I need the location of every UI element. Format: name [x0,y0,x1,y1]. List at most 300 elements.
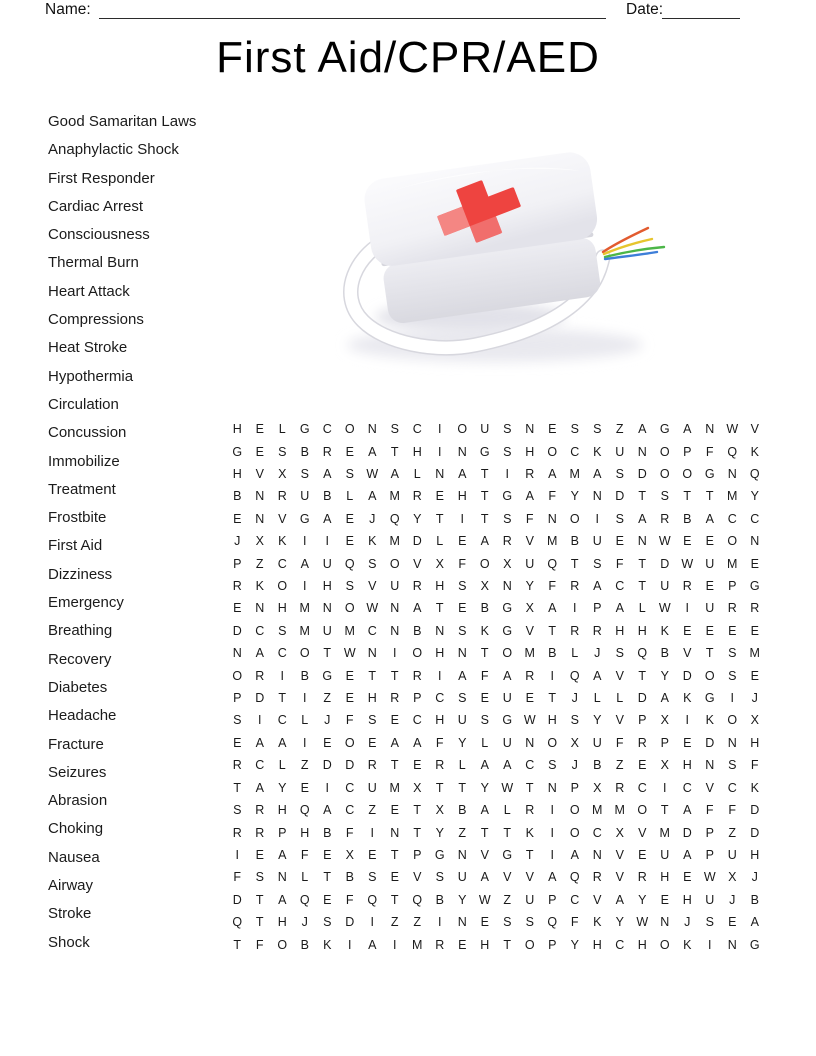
grid-cell: Q [547,915,558,930]
grid-cell: M [299,623,310,638]
grid-cell: N [435,623,445,638]
grid-cell: P [278,825,287,840]
grid-cell: I [393,937,397,952]
grid-cell: G [502,847,513,862]
grid-cell: E [750,623,759,638]
grid-cell: H [322,579,332,594]
grid-cell: T [435,511,444,526]
grid-cell: T [255,892,264,907]
grid-cell: E [705,579,714,594]
grid-cell: E [728,915,737,930]
grid-cell: C [615,937,625,952]
grid-cell: F [345,713,354,728]
grid-cell: V [705,780,714,795]
grid-cell: I [303,691,307,706]
grid-cell: H [682,758,692,773]
grid-cell: A [390,467,399,482]
grid-cell: S [278,623,287,638]
grid-cell: X [593,780,602,795]
grid-cell: A [480,870,489,885]
grid-cell: C [412,713,422,728]
grid-cell: Q [569,668,580,683]
grid-cell: Y [570,937,579,952]
grid-cell: G [299,422,310,437]
grid-cell: V [480,847,489,862]
grid-cell: I [438,668,442,683]
grid-cell: B [750,892,759,907]
grid-cell: G [322,668,333,683]
grid-cell: G [434,847,445,862]
grid-cell: B [660,646,669,661]
grid-cell: R [525,467,535,482]
grid-cell: F [458,556,467,571]
grid-cell: X [278,467,287,482]
grid-cell: N [592,847,602,862]
grid-cell: T [638,579,647,594]
grid-cell: U [727,847,737,862]
grid-cell: Q [299,892,310,907]
grid-cell: U [705,601,715,616]
grid-cell: X [525,601,534,616]
grid-cell: E [255,444,264,459]
grid-cell: S [503,444,512,459]
grid-cell: V [255,467,264,482]
grid-cell: Q [569,870,580,885]
grid-cell: D [682,668,692,683]
grid-cell: L [616,691,624,706]
grid-cell: S [615,467,624,482]
word-list-item: Choking [48,820,104,838]
grid-cell: X [728,870,737,885]
grid-cell: M [389,780,400,795]
grid-cell: Y [525,579,534,594]
grid-cell: S [345,467,354,482]
word-list [48,108,196,957]
grid-cell: U [525,892,535,907]
grid-cell: L [436,534,444,549]
grid-cell: O [547,444,558,459]
grid-cell: A [480,758,489,773]
grid-cell: D [345,758,355,773]
grid-cell: W [366,601,379,616]
grid-cell: O [659,937,670,952]
grid-cell: U [322,623,332,638]
grid-cell: U [502,691,512,706]
grid-cell: H [547,713,557,728]
grid-cell: G [704,691,715,706]
grid-cell: J [234,534,241,549]
grid-cell: U [660,579,670,594]
grid-cell: U [502,735,512,750]
grid-cell: T [683,489,692,504]
grid-cell: Y [458,892,467,907]
grid-cell: O [232,668,243,683]
grid-cell: F [345,892,354,907]
grid-cell: S [458,691,467,706]
grid-cell: T [368,668,377,683]
grid-cell: R [750,601,760,616]
grid-cell: S [525,915,534,930]
grid-cell: G [704,467,715,482]
word-list-item: Hypothermia [48,367,134,385]
grid-cell: V [413,870,422,885]
grid-cell: T [323,870,332,885]
grid-cell: A [413,735,422,750]
grid-cell: E [750,668,759,683]
grid-cell: V [368,579,377,594]
grid-cell: N [390,601,400,616]
grid-cell: F [705,803,714,818]
grid-cell: E [525,691,534,706]
grid-cell: E [233,511,242,526]
date-label: Date: [626,1,664,18]
grid-cell: S [615,646,624,661]
grid-cell: R [435,758,445,773]
grid-cell: S [548,758,557,773]
grid-cell: L [278,758,286,773]
grid-cell: S [570,422,579,437]
grid-cell: E [683,623,692,638]
grid-cell: C [570,892,580,907]
grid-cell: X [660,713,669,728]
grid-cell: O [344,422,355,437]
grid-cell: O [277,937,288,952]
grid-cell: I [303,534,307,549]
word-list-item: Consciousness [48,226,150,244]
grid-cell: N [637,444,647,459]
grid-cell: E [435,489,444,504]
grid-cell: I [685,601,689,616]
grid-cell: J [571,691,578,706]
grid-cell: L [503,803,511,818]
grid-cell: D [615,489,625,504]
grid-cell: K [368,534,377,549]
grid-cell: S [660,489,669,504]
grid-cell: D [637,467,647,482]
grid-cell: F [435,735,444,750]
grid-cell: N [660,915,670,930]
grid-cell: W [681,556,694,571]
grid-cell: B [323,825,332,840]
grid-cell: G [502,713,513,728]
grid-cell: A [615,892,624,907]
grid-cell: K [593,444,602,459]
grid-cell: H [300,825,310,840]
grid-cell: X [435,803,444,818]
grid-cell: E [345,668,354,683]
grid-cell: S [503,915,512,930]
grid-cell: I [460,511,464,526]
grid-cell: E [323,847,332,862]
grid-cell: E [345,444,354,459]
grid-cell: M [727,489,738,504]
grid-cell: B [345,870,354,885]
grid-cell: E [300,780,309,795]
grid-cell: F [233,870,242,885]
grid-cell: G [502,489,513,504]
grid-cell: T [480,489,489,504]
grid-cell: U [457,713,467,728]
grid-cell: K [705,713,714,728]
grid-cell: J [684,915,691,930]
grid-cell: S [615,511,624,526]
grid-cell: J [301,915,308,930]
word-list-item: Diabetes [48,678,108,696]
grid-cell: C [727,511,737,526]
grid-cell: A [683,422,692,437]
grid-cell: V [750,422,759,437]
grid-cell: R [660,511,670,526]
word-list-item: Thermal Burn [48,254,139,272]
grid-cell: P [570,780,579,795]
grid-cell: S [368,556,377,571]
grid-cell: E [728,623,737,638]
grid-cell: I [663,780,667,795]
grid-cell: T [390,668,399,683]
grid-cell: H [480,937,490,952]
grid-cell: U [592,534,602,549]
grid-cell: R [255,803,265,818]
name-label: Name: [45,1,91,18]
grid-cell: Y [458,735,467,750]
grid-cell: C [525,758,535,773]
grid-cell: A [548,870,557,885]
grid-cell: P [233,556,242,571]
grid-cell: F [300,847,309,862]
grid-cell: N [255,511,265,526]
grid-cell: I [370,825,374,840]
grid-cell: C [255,623,265,638]
grid-cell: E [233,735,242,750]
grid-cell: R [615,780,625,795]
grid-cell: A [638,422,647,437]
grid-cell: Y [615,915,624,930]
grid-cell: T [390,892,399,907]
grid-cell: F [728,803,737,818]
grid-cell: F [750,758,759,773]
grid-cell: Q [299,803,310,818]
grid-cell: O [277,579,288,594]
grid-cell: I [258,713,262,728]
grid-cell: I [505,467,509,482]
grid-cell: B [300,444,309,459]
grid-cell: S [255,870,264,885]
grid-cell: M [614,803,625,818]
grid-cell: U [660,847,670,862]
grid-cell: X [480,579,489,594]
grid-cell: M [749,646,760,661]
grid-cell: O [479,556,490,571]
grid-cell: S [233,713,242,728]
grid-cell: F [705,444,714,459]
grid-cell: R [570,579,580,594]
grid-cell: K [660,623,669,638]
grid-cell: C [592,825,602,840]
grid-cell: V [525,870,534,885]
grid-cell: I [438,915,442,930]
grid-cell: E [750,556,759,571]
grid-cell: K [255,579,264,594]
grid-cell: N [457,915,467,930]
grid-cell: A [413,601,422,616]
grid-cell: X [413,780,422,795]
grid-cell: R [637,735,647,750]
grid-cell: I [550,668,554,683]
grid-cell: V [525,623,534,638]
grid-cell: N [255,489,265,504]
grid-cell: Z [255,556,264,571]
grid-cell: F [615,556,624,571]
grid-cell: W [658,534,671,549]
grid-cell: T [548,623,557,638]
grid-cell: K [480,623,489,638]
grid-cell: T [233,937,242,952]
grid-cell: Y [593,713,602,728]
grid-cell: A [278,735,287,750]
grid-cell: M [389,489,400,504]
grid-cell: A [255,646,264,661]
grid-cell: Y [278,780,287,795]
grid-cell: E [323,892,332,907]
grid-cell: M [412,937,423,952]
grid-cell: H [435,579,445,594]
grid-cell: E [233,601,242,616]
word-list-item: Seizures [48,763,107,781]
grid-cell: E [345,511,354,526]
grid-cell: A [368,937,377,952]
grid-cell: U [300,489,310,504]
grid-cell: O [659,444,670,459]
grid-cell: I [550,803,554,818]
grid-cell: B [435,892,444,907]
grid-cell: E [638,758,647,773]
grid-cell: R [232,579,242,594]
first-aid-kit-illustration [335,145,685,390]
grid-cell: I [708,937,712,952]
grid-cell: M [727,556,738,571]
grid-cell: S [458,579,467,594]
grid-cell: H [435,646,445,661]
grid-cell: A [480,803,489,818]
grid-cell: G [502,601,513,616]
grid-cell: I [280,668,284,683]
grid-cell: T [705,646,714,661]
grid-cell: G [479,444,490,459]
grid-cell: T [705,489,714,504]
grid-cell: T [278,691,287,706]
grid-cell: J [751,691,758,706]
grid-cell: A [480,534,489,549]
grid-cell: R [727,601,737,616]
grid-cell: A [593,668,602,683]
grid-cell: X [570,735,579,750]
grid-cell: Y [750,489,759,504]
grid-cell: H [412,444,422,459]
grid-cell: R [570,623,580,638]
grid-cell: H [277,601,287,616]
grid-cell: E [458,601,467,616]
grid-cell: K [683,937,692,952]
grid-cell: H [367,691,377,706]
grid-cell: P [728,579,737,594]
grid-cell: Z [390,915,399,930]
grid-cell: O [344,601,355,616]
grid-cell: O [389,556,400,571]
word-list-item: Breathing [48,622,113,640]
grid-cell: P [638,713,647,728]
grid-cell: U [705,892,715,907]
grid-cell: R [390,691,400,706]
worksheet-title: First Aid/CPR/AED [216,33,600,82]
grid-cell: A [458,467,467,482]
grid-cell: M [389,534,400,549]
word-list-item: Treatment [48,480,116,498]
grid-cell: S [345,579,354,594]
grid-cell: G [502,623,513,638]
grid-cell: L [593,691,601,706]
grid-cell: S [503,511,512,526]
grid-cell: E [323,735,332,750]
grid-cell: J [571,758,578,773]
grid-cell: A [323,803,332,818]
grid-cell: X [345,847,354,862]
grid-cell: S [368,713,377,728]
grid-cell: G [232,444,243,459]
grid-cell: H [637,623,647,638]
grid-cell: D [750,803,760,818]
grid-cell: I [348,937,352,952]
grid-cell: C [277,556,287,571]
grid-cell: E [413,758,422,773]
grid-cell: A [300,556,309,571]
grid-cell: A [323,511,332,526]
grid-cell: N [637,534,647,549]
grid-cell: V [615,668,624,683]
word-list-item: Abrasion [48,792,108,810]
grid-cell: N [547,511,557,526]
grid-cell: P [548,937,557,952]
grid-cell: R [592,623,602,638]
grid-cell: X [503,556,512,571]
grid-cell: E [390,803,399,818]
grid-cell: W [636,915,649,930]
grid-cell: V [503,870,512,885]
grid-cell: T [435,601,444,616]
grid-cell: P [233,691,242,706]
grid-cell: O [659,467,670,482]
grid-cell: F [615,735,624,750]
grid-cell: U [390,579,400,594]
grid-cell: C [682,780,692,795]
grid-cell: E [480,915,489,930]
grid-cell: A [368,444,377,459]
grid-cell: L [346,489,354,504]
grid-cell: O [637,803,648,818]
grid-cell: W [658,601,671,616]
grid-cell: T [480,467,489,482]
grid-cell: E [255,847,264,862]
grid-cell: O [299,646,310,661]
grid-cell: S [503,422,512,437]
grid-cell: T [255,915,264,930]
grid-cell: J [594,646,601,661]
grid-cell: T [525,780,534,795]
grid-cell: B [233,489,242,504]
grid-cell: V [638,825,647,840]
grid-cell: D [232,892,242,907]
grid-cell: D [750,825,760,840]
word-list-item: Stroke [48,905,92,923]
